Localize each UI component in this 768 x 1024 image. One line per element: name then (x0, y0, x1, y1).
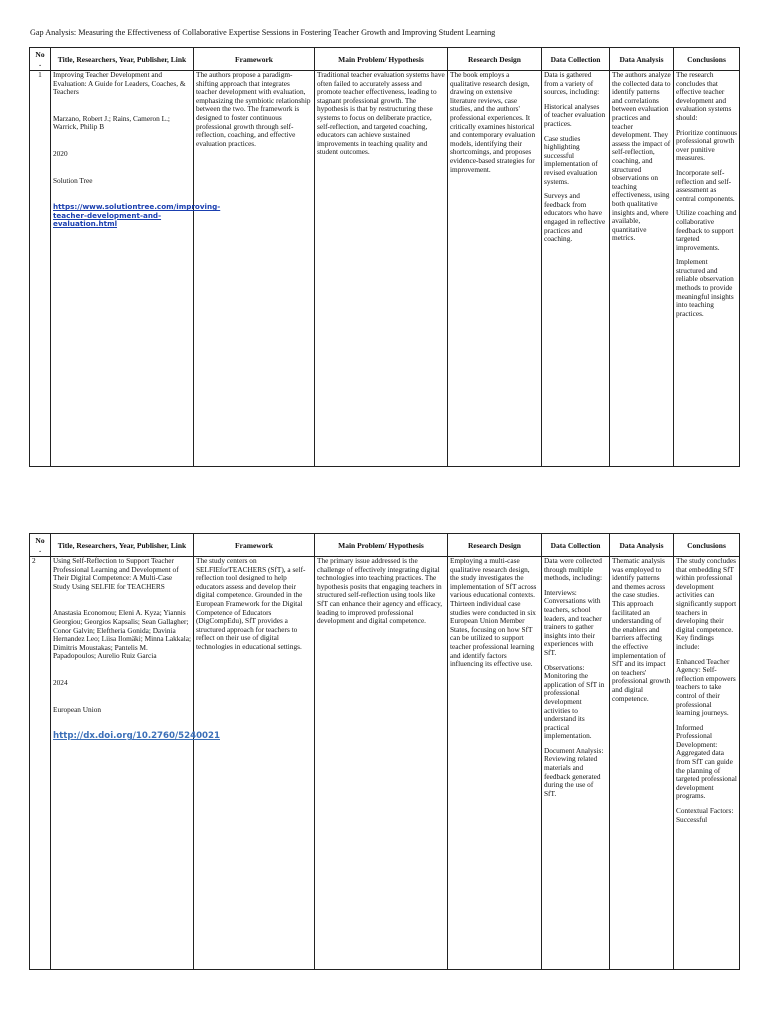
header-conclusions: Conclusions (674, 534, 740, 557)
conclusions-cell (674, 557, 740, 970)
header-collection: Data Collection (542, 534, 610, 557)
collection-paragraph: Case studies highlighting successful implementation of revised evaluation systems. (544, 133, 598, 186)
header-problem: Main Problem/ Hypothesis (315, 48, 448, 71)
document-title: Gap Analysis: Measuring the Effectiveness of Collaborative Expertise Sessions in Fostering Teacher Growth and Improving Student Learning (30, 28, 496, 37)
conclusions-cell (674, 71, 740, 467)
header-collection: Data Collection (542, 48, 610, 71)
collection-cell (542, 71, 610, 467)
conclusion-paragraph: Prioritize continuous professional growth over punitive measures. (676, 127, 738, 163)
row-number: 2 (30, 557, 51, 970)
collection-paragraph: Document Analysis: Reviewing related materials and feedback generated during the use of SfT. (544, 745, 604, 798)
header-title: Title, Researchers, Year, Publisher, Link (51, 534, 194, 557)
collection-paragraph: Historical analyses of teacher evaluation practices. (544, 101, 606, 128)
collection-paragraph: Data were collected through multiple methods, including: (544, 556, 602, 583)
conclusion-paragraph: The study concludes that embedding SfT within professional development activities can significantly support teachers in developing their digital competence. Key findings include: (676, 556, 737, 651)
study-authors: Marzano, Robert J.; Rains, Cameron L.; Warrick, Philip B (53, 113, 170, 132)
header-problem: Main Problem/ Hypothesis (315, 534, 448, 557)
conclusion-paragraph: Utilize coaching and collaborative feedback to support targeted improvements. (676, 208, 737, 252)
study-title: Improving Teacher Development and Evaluation: A Guide for Leaders, Coaches, & Teachers (53, 70, 186, 97)
conclusion-paragraph: The research concludes that effective teacher development and evaluation systems should: (676, 70, 732, 122)
collection-paragraph: Observations: Monitoring the application of SfT in professional development activities to understand its practical implementation. (544, 662, 605, 741)
analysis-cell: The authors analyze the collected data to identify patterns and correlations between evaluation practices and teacher development. They assess the impact of self-reflection, coaching, and structured observations on teaching effectiveness, using both qualitative insights and, where available, quantitative metrics. (610, 71, 674, 467)
design-cell: The book employs a qualitative research design, drawing on extensive literature reviews, case studies, and the authors' professional experiences. It critically examines historical and contemporary evaluation models, identifying their shortcomings, and proposes evidence-based strategies for improvement. (448, 71, 542, 467)
framework-cell: The authors propose a paradigm-shifting approach that integrates teacher development with evaluation, emphasizing the symbiotic relationship between the two. The framework is designed to foster continuous professional growth through self-reflection, coaching, and effective evaluation practices. (194, 71, 315, 467)
conclusion-paragraph: Informed Professional Development: Aggregated data from SfT can guide the planning of targeted professional development programs. (676, 722, 737, 801)
study-authors: Anastasia Economou; Eleni A. Kyza; Yiannis Georgiou; Georgios Kapsalis; Sean Gallagher; Conor Galvin; Eleftheria Gonida; Davinia Hernandez Leo; Liisa Ilomäki; Minna Lakkala; Dimitris Moustakas; Pantelis M. Papadopoulos; Aurelio Ruiz Garcia (53, 608, 191, 661)
header-no: No . (30, 48, 51, 71)
table-row (30, 71, 740, 467)
framework-cell: The study centers on SELFIEforTEACHERS (SfT), a self-reflection tool designed to help educators assess and develop their digital competence. Grounded in the European Framework for the Digital Competence of Educators (DigCompEdu), SfT provides a structured approach for teachers to reflect on their use of digital technologies in educational settings. (194, 557, 315, 970)
header-analysis: Data Analysis (610, 48, 674, 71)
header-title: Title, Researchers, Year, Publisher, Link (51, 48, 194, 71)
title-cell (51, 70, 221, 467)
study-link[interactable]: http://dx.doi.org/10.2760/5240021 (53, 731, 220, 742)
table-header-row (30, 48, 740, 71)
design-cell: Employing a multi-case qualitative research design, the study investigates the implementation of SfT across various educational contexts. Thirteen individual case studies were conducted in six European Union Member States, focusing on how SfT can be utilized to support teacher professional learning and identify factors influencing its effective use. (448, 557, 542, 970)
problem-cell: Traditional teacher evaluation systems have often failed to accurately assess and promote teacher effectiveness, leading to stagnant professional growth. The hypothesis is that by restructuring these systems to focus on deliberate practice, self-reflection, and targeted coaching, educators can achieve sustained improvements in teaching quality and student outcomes. (315, 71, 448, 467)
study-year: 2024 (53, 677, 68, 687)
conclusion-paragraph: Incorporate self-reflection and self-assessment as central components. (676, 167, 735, 203)
header-conclusions: Conclusions (674, 48, 740, 71)
study-publisher: European Union (53, 704, 102, 714)
study-link[interactable]: https://www.solutiontree.com/improving-teacher-development-and-evaluation.html (53, 202, 221, 229)
collection-paragraph: Interviews: Conversations with teachers, school leaders, and teacher trainers to gather insights into their experiences with SfT. (544, 587, 602, 657)
gap-analysis-table-1 (29, 47, 740, 467)
header-no: No . (30, 534, 51, 557)
study-title: Using Self-Reflection to Support Teacher Professional Learning and Development of Their Digital Competence: A Multi-Case Study Using SELFIE for TEACHERS (53, 556, 179, 591)
conclusion-paragraph: Contextual Factors: Successful (676, 806, 734, 824)
row-number: 1 (30, 71, 51, 467)
conclusion-paragraph: Enhanced Teacher Agency: Self-reflection empowers teachers to take control of their professional learning journeys. (676, 656, 736, 718)
header-analysis: Data Analysis (610, 534, 674, 557)
gap-analysis-table-2 (29, 533, 740, 970)
analysis-cell: Thematic analysis was employed to identify patterns and themes across the case studies. This approach facilitated an understanding of the enablers and barriers affecting the effective implementation of SfT and its impact on teachers' professional growth and digital competence. (610, 557, 674, 970)
header-design: Research Design (448, 48, 542, 71)
collection-cell (542, 557, 610, 970)
header-framework: Framework (194, 534, 315, 557)
table-row (30, 557, 740, 970)
title-cell (51, 556, 220, 970)
table-header-row (30, 534, 740, 557)
collection-paragraph: Surveys and feedback from educators who have engaged in reflective practices and coaching. (544, 191, 606, 244)
problem-cell: The primary issue addressed is the challenge of effectively integrating digital technologies into teaching practices. The hypothesis posits that engaging teachers in structured self-reflection using tools like SfT can enhance their agency and efficacy, leading to improved professional development and digital competence. (315, 557, 448, 970)
study-year: 2020 (53, 148, 68, 158)
header-design: Research Design (448, 534, 542, 557)
study-publisher: Solution Tree (53, 175, 93, 185)
collection-paragraph: Data is gathered from a variety of sources, including: (544, 70, 600, 97)
conclusion-paragraph: Implement structured and reliable observation methods to provide meaningful insights into teaching practices. (676, 257, 734, 318)
header-framework: Framework (194, 48, 315, 71)
